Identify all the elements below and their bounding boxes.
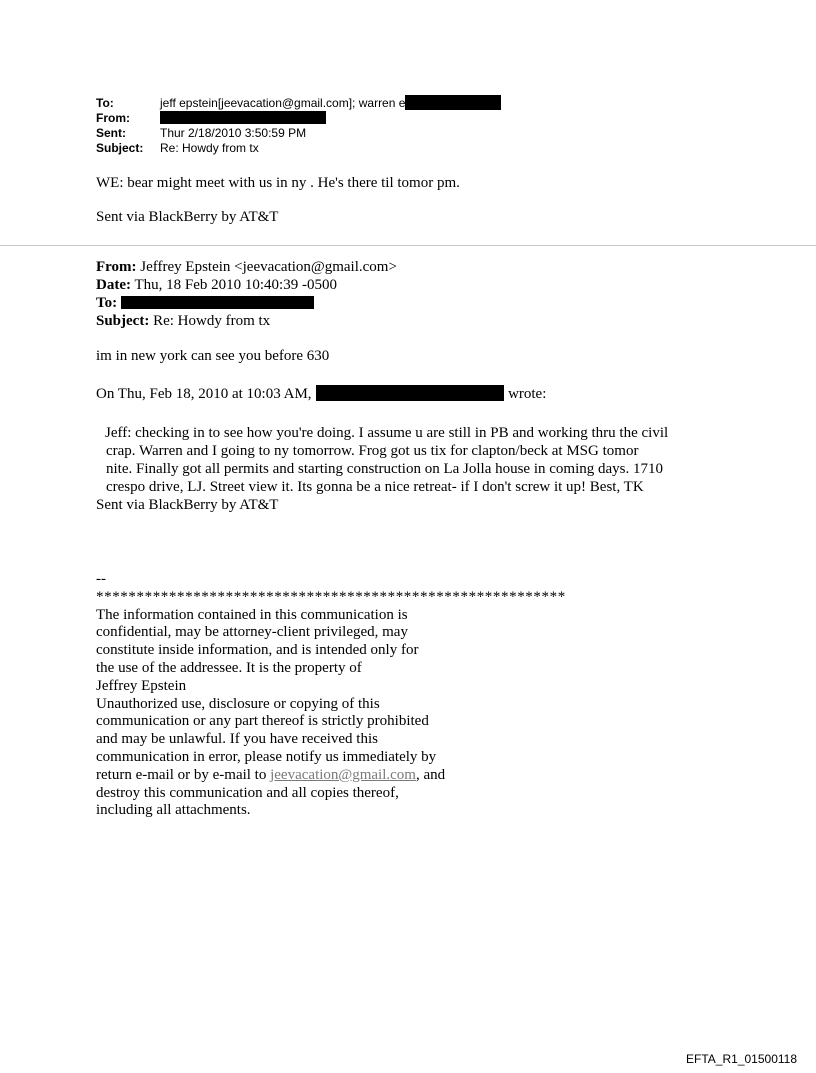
disclaimer-line: The information contained in this communication is	[96, 606, 408, 623]
inner-from-label: From:	[96, 259, 137, 275]
wrote-line	[96, 386, 546, 403]
inner-to-row	[96, 294, 397, 312]
disclaimer-line: destroy this communication and all copies thereof,	[96, 784, 399, 801]
inner-from-value: Jeffrey Epstein <jeevacation@gmail.com>	[136, 259, 397, 275]
return-prefix: return e-mail or by e-mail to	[96, 766, 271, 783]
inner-subject-row	[96, 312, 397, 330]
disclaimer	[96, 571, 566, 820]
disclaimer-line: including all attachments.	[96, 802, 251, 819]
redaction-box	[121, 296, 314, 309]
document-id: EFTA_R1_01500118	[686, 1052, 797, 1066]
inner-date-row	[96, 276, 397, 294]
sent-label: Sent:	[96, 126, 126, 140]
outer-body-line: WE: bear might meet with us in ny . He's there til tomor pm.	[96, 175, 460, 191]
disclaimer-line: communication or any part thereof is strictly prohibited	[96, 713, 429, 730]
disclaimer-line: and may be unlawful. If you have received this	[96, 731, 378, 748]
inner-date-label: Date:	[96, 277, 131, 293]
to-label: To:	[96, 96, 114, 110]
inner-date-value: Thu, 18 Feb 2010 10:40:39 -0500	[130, 277, 337, 293]
message-divider	[0, 245, 816, 246]
from-label: From:	[96, 111, 130, 125]
quoted-line: nite. Finally got all permits and starting construction on La Jolla house in coming days. 1710	[106, 461, 663, 477]
inner-email-header	[96, 258, 397, 330]
disclaimer-line: communication in error, please notify us immediately by	[96, 748, 437, 765]
subject-label: Subject:	[96, 141, 144, 155]
wrote-prefix: On Thu, Feb 18, 2010 at 10:03 AM,	[96, 386, 312, 402]
email-link[interactable]: jeevacation@gmail.com	[270, 766, 416, 783]
subject-value: Re: Howdy from tx	[160, 141, 259, 155]
inner-to-label: To:	[96, 295, 118, 311]
inner-body-line: im in new york can see you before 630	[96, 348, 330, 364]
star-separator: **********************************************************	[96, 588, 566, 605]
outer-signature: Sent via BlackBerry by AT&T	[96, 209, 279, 225]
disclaimer-return-line	[96, 767, 566, 785]
signature-dashes: --	[96, 571, 106, 587]
wrote-suffix: wrote:	[508, 386, 547, 402]
quoted-message	[96, 424, 669, 514]
sent-value: Thur 2/18/2010 3:50:59 PM	[160, 126, 307, 140]
disclaimer-line: Jeffrey Epstein	[96, 677, 187, 694]
inner-subject-label: Subject:	[96, 313, 150, 329]
quoted-line: Jeff: checking in to see how you're doing. I assume u are still in PB and working thru the civil	[105, 425, 669, 441]
disclaimer-line: constitute inside information, and is intended only for	[96, 642, 419, 659]
quoted-line: crap. Warren and I going to ny tomorrow. Frog got us tix for clapton/beck at MSG tomor	[106, 443, 639, 459]
redaction-box	[316, 385, 504, 401]
redaction-box	[405, 95, 501, 110]
disclaimer-line: the use of the addressee. It is the property of	[96, 659, 362, 676]
inner-subject-value: Re: Howdy from tx	[149, 313, 271, 329]
to-value: jeff epstein[jeevacation@gmail.com]; warren e	[160, 96, 406, 110]
return-suffix: , and	[415, 766, 446, 783]
redaction-box	[160, 111, 326, 124]
disclaimer-line: confidential, may be attorney-client privileged, may	[96, 624, 408, 641]
quoted-line: crespo drive, LJ. Street view it. Its gonna be a nice retreat- if I don't screw it up! Best, TK	[106, 479, 644, 495]
inner-from-row	[96, 258, 397, 276]
quoted-signature: Sent via BlackBerry by AT&T	[96, 497, 279, 513]
disclaimer-line: Unauthorized use, disclosure or copying of this	[96, 695, 380, 712]
